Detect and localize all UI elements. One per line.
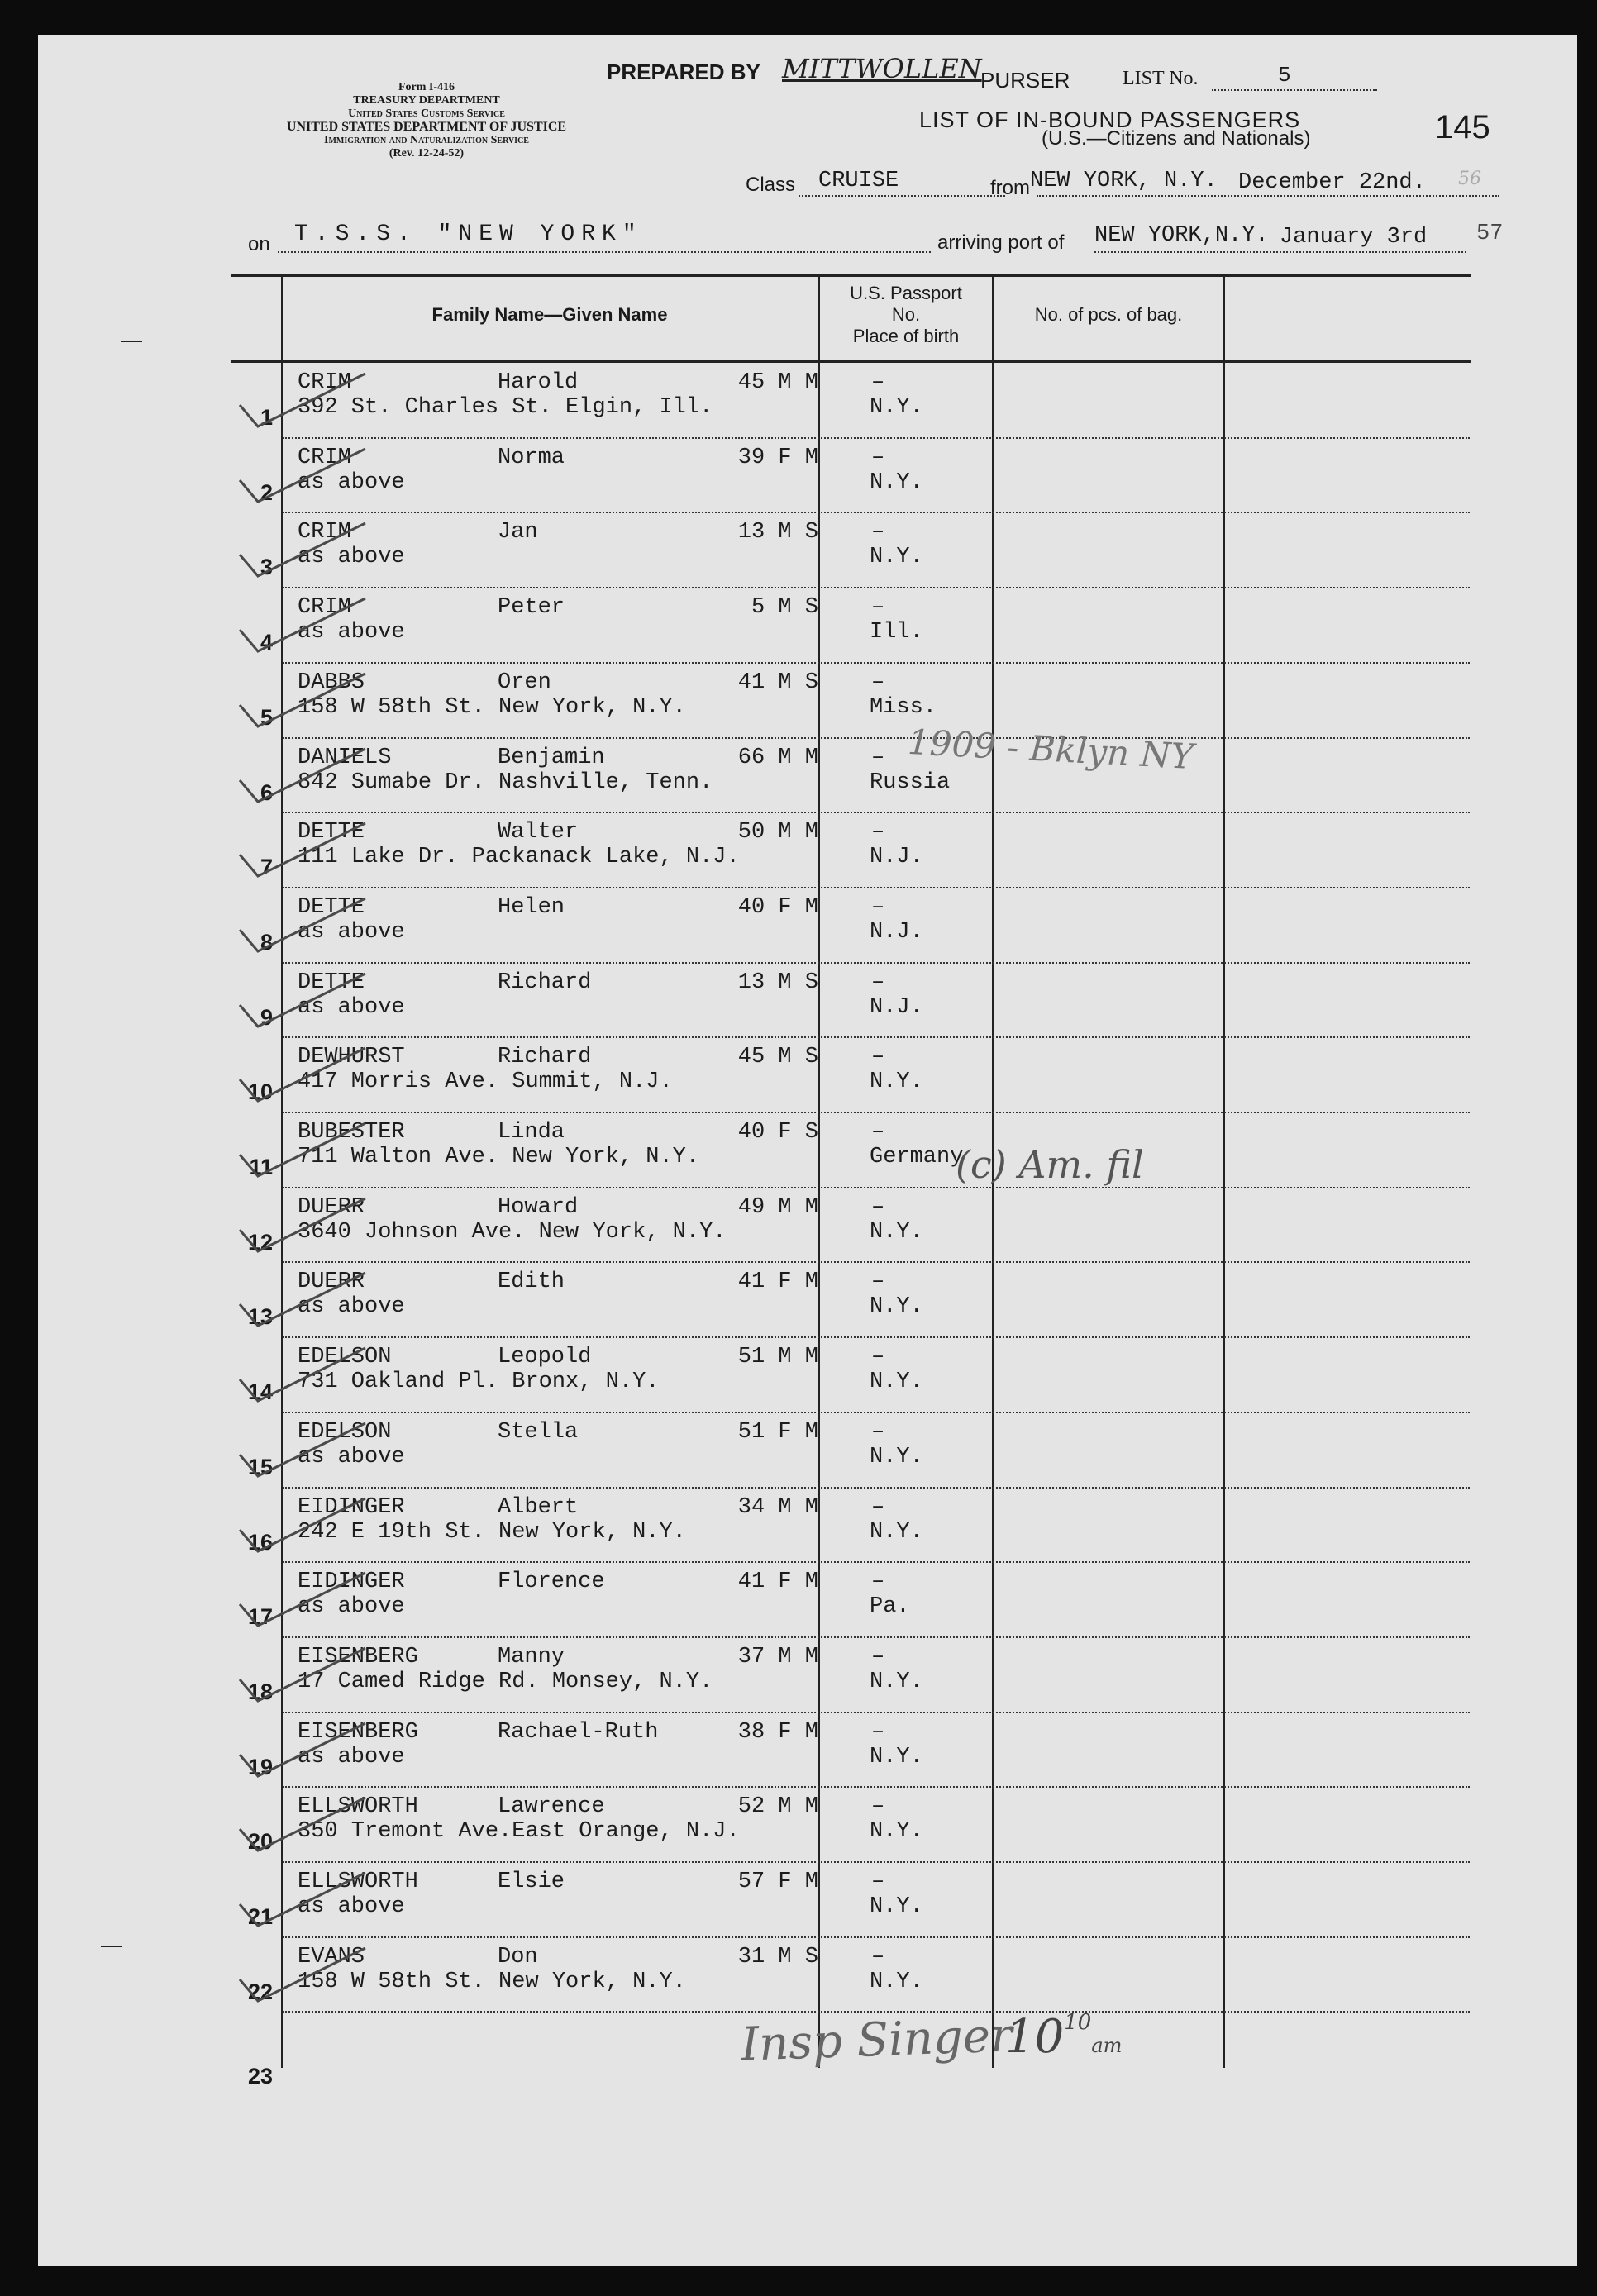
header-passport-line2: No. — [891, 304, 921, 325]
place-of-birth: N.Y. — [870, 1219, 923, 1245]
given-name: Lawrence — [498, 1794, 605, 1820]
from-value: NEW YORK, N.Y. — [1030, 169, 1218, 193]
address: 711 Walton Ave. New York, N.Y. — [298, 1145, 700, 1169]
class-line — [798, 195, 1005, 197]
place-of-birth: N.Y. — [870, 1069, 923, 1095]
passport-number: – — [871, 1944, 885, 1970]
age-sex-marital: 31 M S — [737, 1944, 818, 1970]
given-name: Florence — [498, 1570, 605, 1595]
place-of-birth: N.Y. — [870, 1819, 923, 1845]
row-separator — [283, 1036, 1470, 1038]
family-name: EDELSON — [298, 1419, 392, 1445]
header-passport — [820, 283, 992, 347]
row-separator — [283, 962, 1470, 964]
age-sex-marital: 13 M S — [737, 969, 818, 995]
row-number: 4 — [260, 630, 273, 655]
header-name: Family Name—Given Name — [431, 304, 668, 325]
row6-birth-note: 1909 - Bklyn NY — [906, 721, 1195, 778]
place-of-birth: N.Y. — [870, 1744, 923, 1770]
given-name: Helen — [498, 894, 565, 920]
arriving-line — [1094, 251, 1466, 253]
row-number: 16 — [247, 1529, 273, 1555]
address: as above — [298, 994, 405, 1020]
given-name: Albert — [498, 1494, 579, 1520]
given-name: Edith — [498, 1269, 565, 1295]
form-revision: (Rev. 12-24-52) — [389, 147, 465, 160]
age-sex-marital: 39 F M — [737, 445, 818, 470]
row-separator — [283, 1487, 1470, 1489]
from-line — [1037, 195, 1499, 197]
check-mark-icon — [233, 1643, 374, 1709]
passport-number: – — [871, 745, 885, 770]
row-number: 1 — [260, 405, 273, 430]
row-number: 17 — [247, 1604, 273, 1630]
age-sex-marital: 40 F M — [737, 894, 818, 920]
place-of-birth: N.Y. — [870, 395, 923, 420]
passport-number: – — [871, 1120, 885, 1145]
age-sex-marital: 38 F M — [737, 1719, 818, 1745]
given-name: Oren — [498, 669, 551, 695]
row-separator — [283, 1261, 1470, 1263]
family-name: BUBESTER — [298, 1120, 405, 1145]
place-of-birth: N.Y. — [870, 1894, 923, 1919]
age-sex-marital: 41 F M — [737, 1570, 818, 1595]
check-mark-icon — [233, 969, 374, 1035]
address: as above — [298, 1294, 405, 1320]
class-label: Class — [746, 174, 796, 196]
time-suffix: am — [1091, 2034, 1123, 2057]
family-name: ELLSWORTH — [298, 1794, 418, 1820]
address: as above — [298, 1444, 405, 1470]
row-number: 13 — [247, 1304, 273, 1330]
ship-name: T.S.S. "NEW YORK" — [294, 222, 643, 247]
family-name: DETTE — [298, 820, 365, 846]
list-no-value: 5 — [1278, 63, 1291, 88]
margin-dash-top — [121, 341, 142, 342]
place-of-birth: Russia — [870, 769, 951, 795]
row-separator — [283, 812, 1470, 813]
passport-number: – — [871, 1644, 885, 1670]
row-number: 10 — [247, 1079, 273, 1105]
place-of-birth: N.Y. — [870, 1444, 923, 1470]
address: 3640 Johnson Ave. New York, N.Y. — [298, 1219, 727, 1245]
page-number: 145 — [1435, 109, 1490, 145]
address: as above — [298, 919, 405, 945]
check-mark-icon — [233, 1118, 374, 1184]
age-sex-marital: 49 M M — [737, 1194, 818, 1220]
row-separator — [283, 737, 1470, 739]
arriving-value: NEW YORK,N.Y. — [1094, 223, 1269, 248]
age-sex-marital: 5 M S — [751, 595, 818, 621]
row-separator — [283, 437, 1470, 439]
manifest-sheet — [38, 35, 1577, 2266]
place-of-birth: N.Y. — [870, 469, 923, 495]
immigration-service: Immigration and Naturalization Service — [324, 134, 529, 146]
family-name: DUERR — [298, 1269, 365, 1295]
age-sex-marital: 41 F M — [737, 1269, 818, 1295]
age-sex-marital: 50 M M — [737, 820, 818, 846]
check-mark-icon — [233, 444, 374, 510]
row-separator — [283, 1861, 1470, 1863]
check-mark-icon — [233, 893, 374, 960]
margin-dash-bottom — [101, 1946, 122, 1947]
given-name: Stella — [498, 1419, 579, 1445]
address: 417 Morris Ave. Summit, N.J. — [298, 1069, 673, 1095]
place-of-birth: N.J. — [870, 919, 923, 945]
place-of-birth: N.Y. — [870, 1519, 923, 1545]
row-separator — [283, 662, 1470, 664]
passport-number: – — [871, 669, 885, 695]
family-name: DEWHURST — [298, 1045, 405, 1070]
row-separator — [283, 887, 1470, 888]
place-of-birth: N.Y. — [870, 1370, 923, 1395]
passport-number: – — [871, 969, 885, 995]
list-subtitle: (U.S.—Citizens and Nationals) — [1042, 127, 1311, 150]
inspector-signature: Insp Singer — [739, 2008, 1013, 2072]
header-baggage: No. of pcs. of bag. — [1034, 304, 1183, 325]
passport-number: – — [871, 1719, 885, 1745]
form-header-block — [253, 81, 600, 160]
row-number: 12 — [247, 1229, 273, 1255]
age-sex-marital: 51 F M — [737, 1419, 818, 1445]
age-sex-marital: 13 M S — [737, 520, 818, 545]
family-name: CRIM — [298, 445, 351, 470]
passport-number: – — [871, 595, 885, 621]
row-number: 20 — [247, 1829, 273, 1855]
check-mark-icon — [233, 744, 374, 810]
row-separator — [283, 587, 1470, 588]
age-sex-marital: 51 M M — [737, 1345, 818, 1370]
check-mark-icon — [233, 593, 374, 660]
row-number: 2 — [260, 479, 273, 505]
list-no-label: LIST No. — [1123, 68, 1199, 89]
customs-service: United States Customs Service — [348, 107, 505, 120]
address: 17 Camed Ridge Rd. Monsey, N.Y. — [298, 1669, 713, 1694]
address: as above — [298, 620, 405, 645]
row-number: 5 — [260, 704, 273, 730]
check-mark-icon — [233, 1793, 374, 1859]
row-number: 6 — [260, 779, 273, 805]
row-separator — [283, 1786, 1470, 1788]
age-sex-marital: 45 M M — [737, 370, 818, 395]
age-sex-marital: 37 M M — [737, 1644, 818, 1670]
family-name: EISENBERG — [298, 1644, 418, 1670]
passport-number: – — [871, 1269, 885, 1295]
age-sex-marital: 34 M M — [737, 1494, 818, 1520]
check-mark-icon — [233, 818, 374, 884]
col-divider-baggage — [1223, 274, 1225, 2068]
family-name: CRIM — [298, 520, 351, 545]
passport-number: – — [871, 370, 885, 395]
row-number: 7 — [260, 855, 273, 880]
passport-number: – — [871, 1045, 885, 1070]
check-mark-icon — [233, 1493, 374, 1560]
passport-number: – — [871, 1194, 885, 1220]
row-separator — [283, 1412, 1470, 1413]
family-name: DANIELS — [298, 745, 392, 770]
from-date: December 22nd. — [1238, 170, 1426, 195]
prepared-by-value: MITTWOLLEN — [782, 53, 982, 84]
family-name: EIDINGER — [298, 1494, 405, 1520]
row-number: 19 — [247, 1754, 273, 1779]
family-name: EDELSON — [298, 1345, 392, 1370]
place-of-birth: N.Y. — [870, 1669, 923, 1694]
family-name: CRIM — [298, 595, 351, 621]
place-of-birth: Ill. — [870, 620, 923, 645]
family-name: EISENBERG — [298, 1719, 418, 1745]
given-name: Richard — [498, 969, 592, 995]
header-passport-line3: Place of birth — [852, 326, 960, 346]
address: 392 St. Charles St. Elgin, Ill. — [298, 395, 713, 420]
check-mark-icon — [233, 1943, 374, 2009]
inspection-time — [1005, 2010, 1122, 2064]
family-name: DABBS — [298, 669, 365, 695]
row-separator — [283, 1187, 1470, 1188]
row-separator — [283, 512, 1470, 513]
family-name: CRIM — [298, 370, 351, 395]
check-mark-icon — [233, 518, 374, 584]
on-line — [278, 251, 931, 253]
row-separator — [283, 1936, 1470, 1938]
arriving-label: arriving port of — [937, 231, 1065, 254]
given-name: Norma — [498, 445, 565, 470]
header-bottom-rule — [231, 360, 1471, 363]
col-divider-name — [818, 274, 820, 2068]
address: 111 Lake Dr. Packanack Lake, N.J. — [298, 845, 740, 870]
age-sex-marital: 45 M S — [737, 1045, 818, 1070]
passport-number: – — [871, 445, 885, 470]
check-mark-icon — [233, 369, 374, 435]
passport-number: – — [871, 1345, 885, 1370]
passport-number: – — [871, 1794, 885, 1820]
family-name: ELLSWORTH — [298, 1870, 418, 1894]
passport-number: – — [871, 1419, 885, 1445]
check-mark-icon — [233, 1718, 374, 1784]
place-of-birth: N.Y. — [870, 545, 923, 570]
from-label: from — [990, 177, 1030, 199]
department-of-justice: UNITED STATES DEPARTMENT OF JUSTICE — [286, 120, 567, 134]
treasury-department: TREASURY DEPARTMENT — [353, 94, 500, 107]
family-name: DETTE — [298, 969, 365, 995]
place-of-birth: Miss. — [870, 694, 937, 720]
row-number: 8 — [260, 929, 273, 955]
address: 842 Sumabe Dr. Nashville, Tenn. — [298, 769, 713, 795]
address: 242 E 19th St. New York, N.Y. — [298, 1519, 686, 1545]
row-number: 11 — [249, 1155, 273, 1179]
row-number: 18 — [247, 1679, 273, 1704]
place-of-birth: N.J. — [870, 845, 923, 870]
passport-number: – — [871, 894, 885, 920]
form-number: Form I-416 — [398, 81, 455, 93]
age-sex-marital: 52 M M — [737, 1794, 818, 1820]
given-name: Benjamin — [498, 745, 605, 770]
given-name: Linda — [498, 1120, 565, 1145]
family-name: EIDINGER — [298, 1570, 405, 1595]
age-sex-marital: 57 F M — [737, 1870, 818, 1894]
address: 158 W 58th St. New York, N.Y. — [298, 694, 686, 720]
place-of-birth: N.Y. — [870, 1969, 923, 1994]
prepared-by-label: PREPARED BY — [607, 60, 760, 84]
check-mark-icon — [233, 1868, 374, 1934]
row-number: 3 — [260, 555, 273, 580]
check-mark-icon — [233, 1268, 374, 1334]
time-minutes: 10 — [1064, 2010, 1092, 2035]
check-mark-icon — [233, 1043, 374, 1109]
age-sex-marital: 41 M S — [737, 669, 818, 695]
address: as above — [298, 1894, 405, 1919]
row-separator — [283, 1712, 1470, 1713]
given-name: Jan — [498, 520, 538, 545]
given-name: Rachael-Ruth — [498, 1719, 659, 1745]
time-hour: 10 — [1005, 2010, 1065, 2064]
given-name: Harold — [498, 370, 579, 395]
row-number: 23 — [247, 2064, 273, 2089]
place-of-birth: Germany — [870, 1145, 964, 1169]
age-sex-marital: 66 M M — [737, 745, 818, 770]
row-separator — [283, 1336, 1470, 1338]
address: 350 Tremont Ave.East Orange, N.J. — [298, 1819, 740, 1845]
row-number: 15 — [247, 1454, 273, 1479]
family-name: DUERR — [298, 1194, 365, 1220]
purser-label: PURSER — [980, 68, 1070, 93]
row-separator — [283, 1636, 1470, 1638]
given-name: Peter — [498, 595, 565, 621]
list-no-line — [1212, 89, 1377, 91]
row-number: 22 — [247, 1979, 273, 2004]
passport-number: – — [871, 1870, 885, 1894]
passport-number: – — [871, 1570, 885, 1595]
check-mark-icon — [233, 1343, 374, 1409]
row-separator — [283, 1112, 1470, 1113]
address: as above — [298, 545, 405, 570]
given-name: Walter — [498, 820, 579, 846]
passport-number: – — [871, 820, 885, 846]
row11-note: (c) Am. fil — [956, 1142, 1144, 1187]
check-mark-icon — [233, 1568, 374, 1634]
arriving-year: 57 — [1476, 222, 1504, 246]
arriving-date: January 3rd — [1280, 225, 1428, 250]
address: as above — [298, 469, 405, 495]
given-name: Don — [498, 1944, 538, 1970]
class-value: CRUISE — [818, 169, 899, 193]
place-of-birth: Pa. — [870, 1594, 910, 1620]
passport-number: – — [871, 1494, 885, 1520]
list-title: LIST OF IN-BOUND PASSENGERS — [919, 107, 1301, 132]
place-of-birth: N.Y. — [870, 1294, 923, 1320]
row-number: 21 — [247, 1904, 273, 1929]
address: 731 Oakland Pl. Bronx, N.Y. — [298, 1370, 660, 1395]
from-year: 56 — [1458, 169, 1481, 189]
row-separator — [283, 1561, 1470, 1563]
given-name: Elsie — [498, 1870, 565, 1894]
on-label: on — [248, 233, 270, 255]
check-mark-icon — [233, 669, 374, 735]
passport-number: – — [871, 520, 885, 545]
address: as above — [298, 1744, 405, 1770]
check-mark-icon — [233, 1418, 374, 1484]
family-name: EVANS — [298, 1944, 365, 1970]
row-number: 9 — [260, 1004, 273, 1030]
check-mark-icon — [233, 1193, 374, 1260]
place-of-birth: N.J. — [870, 994, 923, 1020]
row-number: 14 — [247, 1379, 273, 1405]
given-name: Howard — [498, 1194, 579, 1220]
given-name: Richard — [498, 1045, 592, 1070]
address: as above — [298, 1594, 405, 1620]
family-name: DETTE — [298, 894, 365, 920]
header-passport-line1: U.S. Passport — [850, 283, 962, 303]
age-sex-marital: 40 F S — [737, 1120, 818, 1145]
address: 158 W 58th St. New York, N.Y. — [298, 1969, 686, 1994]
table-top-rule — [231, 274, 1471, 277]
given-name: Manny — [498, 1644, 565, 1670]
given-name: Leopold — [498, 1345, 592, 1370]
